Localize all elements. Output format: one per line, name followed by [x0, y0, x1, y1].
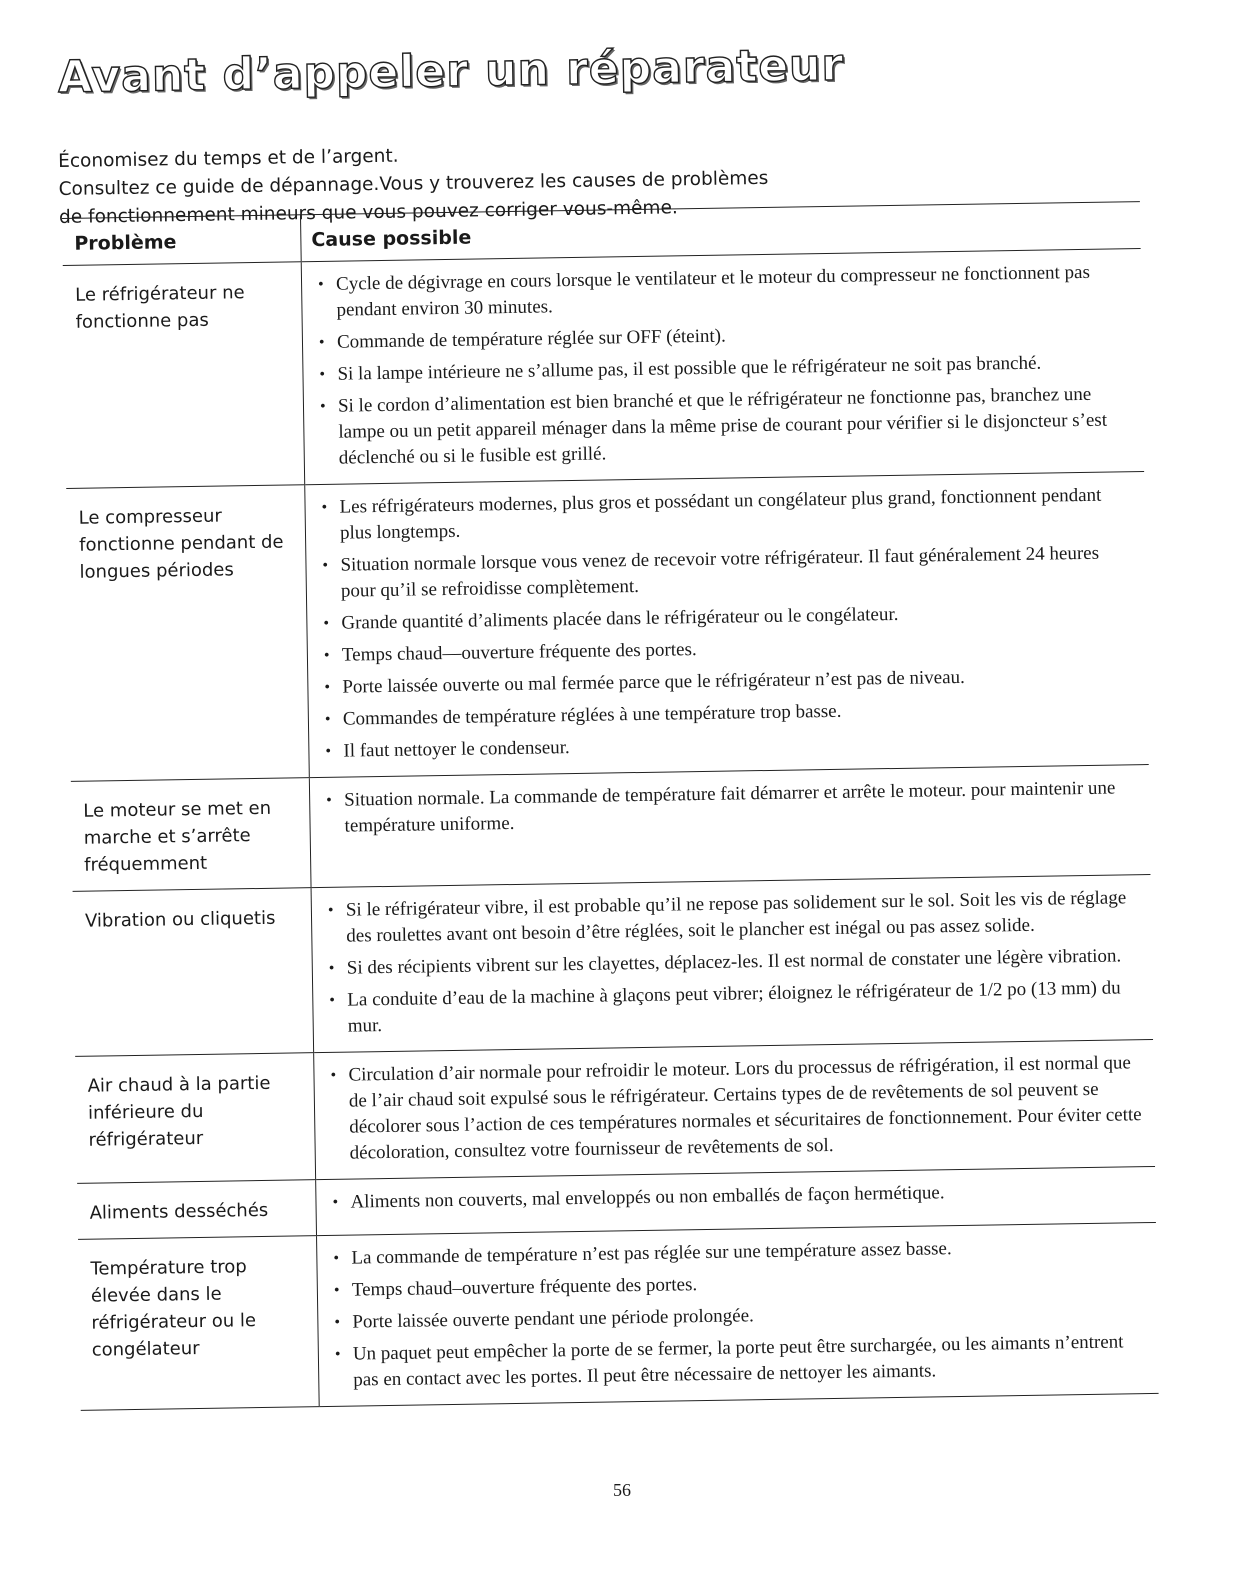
- header-problem: Problème: [62, 215, 301, 265]
- cause-list: [328, 1177, 1147, 1216]
- cause-item: • Un paquet peut empêcher la porte de se fermer, la porte peut être surchargée, ou les aimants n’entrent pas en contact avec les portes. Il peut être nécessaire de nettoyer les aimants.: [331, 1329, 1151, 1394]
- cause-item: • Si des récipients vibrent sur les clayettes, déplacez-les. Il est normal de constater une légère vibration.: [325, 943, 1144, 982]
- problem-cell: Le compresseur fonctionne pendant de longues périodes: [66, 485, 309, 782]
- cause-item: • Commandes de température réglées à une température trop basse.: [321, 694, 1140, 733]
- cause-list: [326, 1050, 1147, 1167]
- cause-item: • Si le réfrigérateur vibre, il est probable qu’il ne repose pas solidement sur le sol. Soit les vis de réglage des roulettes avant ont besoin d’être réglées, soit le plancher est inégal ou pas assez solide.: [324, 885, 1144, 950]
- table-row: [78, 1222, 1159, 1410]
- cause-cell: [309, 764, 1150, 887]
- cause-item: • Situation normale. La commande de température fait démarrer et arrête le moteur. pour maintenir une température uniforme.: [322, 775, 1142, 840]
- cause-cell: [314, 1039, 1155, 1179]
- cause-list: [324, 885, 1145, 1040]
- cause-item: • Grande quantité d’aliments placée dans le réfrigérateur ou le congélateur.: [319, 598, 1138, 637]
- problem-cell: Vibration ou cliquetis: [73, 888, 314, 1057]
- table-row: [66, 472, 1148, 782]
- intro-line: Consultez ce guide de dépannage.Vous y trouverez les causes de problèmes: [58, 167, 769, 200]
- cause-list: [314, 259, 1136, 472]
- problem-cell: Air chaud à la partie inférieure du réfrigérateur: [75, 1053, 315, 1184]
- cause-cell: [305, 472, 1149, 778]
- table-row: [63, 249, 1144, 489]
- cause-item: • Porte laissée ouverte pendant une période prolongée.: [330, 1297, 1149, 1336]
- cause-item: • Cycle de dégivrage en cours lorsque le ventilateur et le moteur du compresseur ne fonctionnent pas pendant environ 30 minutes.: [314, 259, 1134, 324]
- problem-cell: Aliments desséchés: [77, 1180, 316, 1240]
- cause-item: • Les réfrigérateurs modernes, plus gros et possédant un congélateur plus grand, fonctionnent pendant plus longtemps.: [317, 482, 1137, 547]
- cause-item: • Aliments non couverts, mal enveloppés ou non emballés de façon hermétique.: [328, 1177, 1147, 1216]
- cause-item: • Si la lampe intérieure ne s’allume pas, il est possible que le réfrigérateur ne soit pas branché.: [315, 349, 1134, 388]
- cause-item: • Il faut nettoyer le condenseur.: [321, 726, 1140, 765]
- header-cause: Cause possible: [300, 202, 1140, 262]
- troubleshooting-table-wrapper: [62, 201, 1159, 1411]
- cause-item: • Circulation d’air normale pour refroidir le moteur. Lors du processus de réfrigération, il est normal que de l’air chaud soit expulsé sous le réfrigérateur. Certains types de de revêtements de sol peuvent se décolorer sous l’action de ces températures normales et sécuritaires de fonctionnement. Pour éviter cette décoloration, consultez votre fournisseur de revêtements de sol.: [326, 1050, 1147, 1167]
- problem-cell: Le moteur se met en marche et s’arrête fréquemment: [71, 778, 311, 892]
- page-number: 56: [613, 1480, 631, 1500]
- problem-cell: Température trop élevée dans le réfrigérateur ou le congélateur: [78, 1236, 319, 1411]
- cause-item: • Temps chaud—ouverture fréquente des portes.: [320, 630, 1139, 669]
- cause-item: • La conduite d’eau de la machine à glaçons peut vibrer; éloignez le réfrigérateur de 1/2 po (13 mm) du mur.: [325, 975, 1145, 1040]
- cause-item: • Situation normale lorsque vous venez de recevoir votre réfrigérateur. Il faut généralement 24 heures pour qu’il se refroidisse complètement.: [318, 540, 1138, 605]
- table-row: [75, 1039, 1155, 1183]
- table-row: [73, 874, 1153, 1056]
- problem-cell: Le réfrigérateur ne fonctionne pas: [63, 262, 305, 489]
- intro-line: Économisez du temps et de l’argent.: [58, 145, 399, 172]
- cause-item: • La commande de température n’est pas réglée sur une température assez basse.: [329, 1233, 1148, 1272]
- cause-list: [317, 482, 1140, 765]
- troubleshooting-table: [62, 202, 1159, 1411]
- table-row: [71, 764, 1151, 891]
- cause-cell: [317, 1222, 1159, 1406]
- page-title: Avant d’appeler un réparateur: [57, 39, 845, 103]
- cause-item: • Temps chaud–ouverture fréquente des portes.: [330, 1265, 1149, 1304]
- cause-cell: [301, 249, 1144, 485]
- cause-list: [329, 1233, 1150, 1394]
- cause-item: • Si le cordon d’alimentation est bien branché et que le réfrigérateur ne fonctionne pas, branchez une lampe ou un petit appareil ménager dans la même prise de courant pour vérifier si le disjoncteur s’est déclenché ou si le fusible est grillé.: [316, 381, 1136, 472]
- cause-cell: [311, 874, 1153, 1052]
- cause-item: • Porte laissée ouverte ou mal fermée parce que le réfrigérateur n’est pas de niveau.: [320, 662, 1139, 701]
- intro-line: de fonctionnement mineurs que vous pouvez corriger vous-même.: [58, 197, 678, 228]
- cause-list: [322, 775, 1142, 840]
- cause-item: • Commande de température réglée sur OFF (éteint).: [315, 317, 1134, 356]
